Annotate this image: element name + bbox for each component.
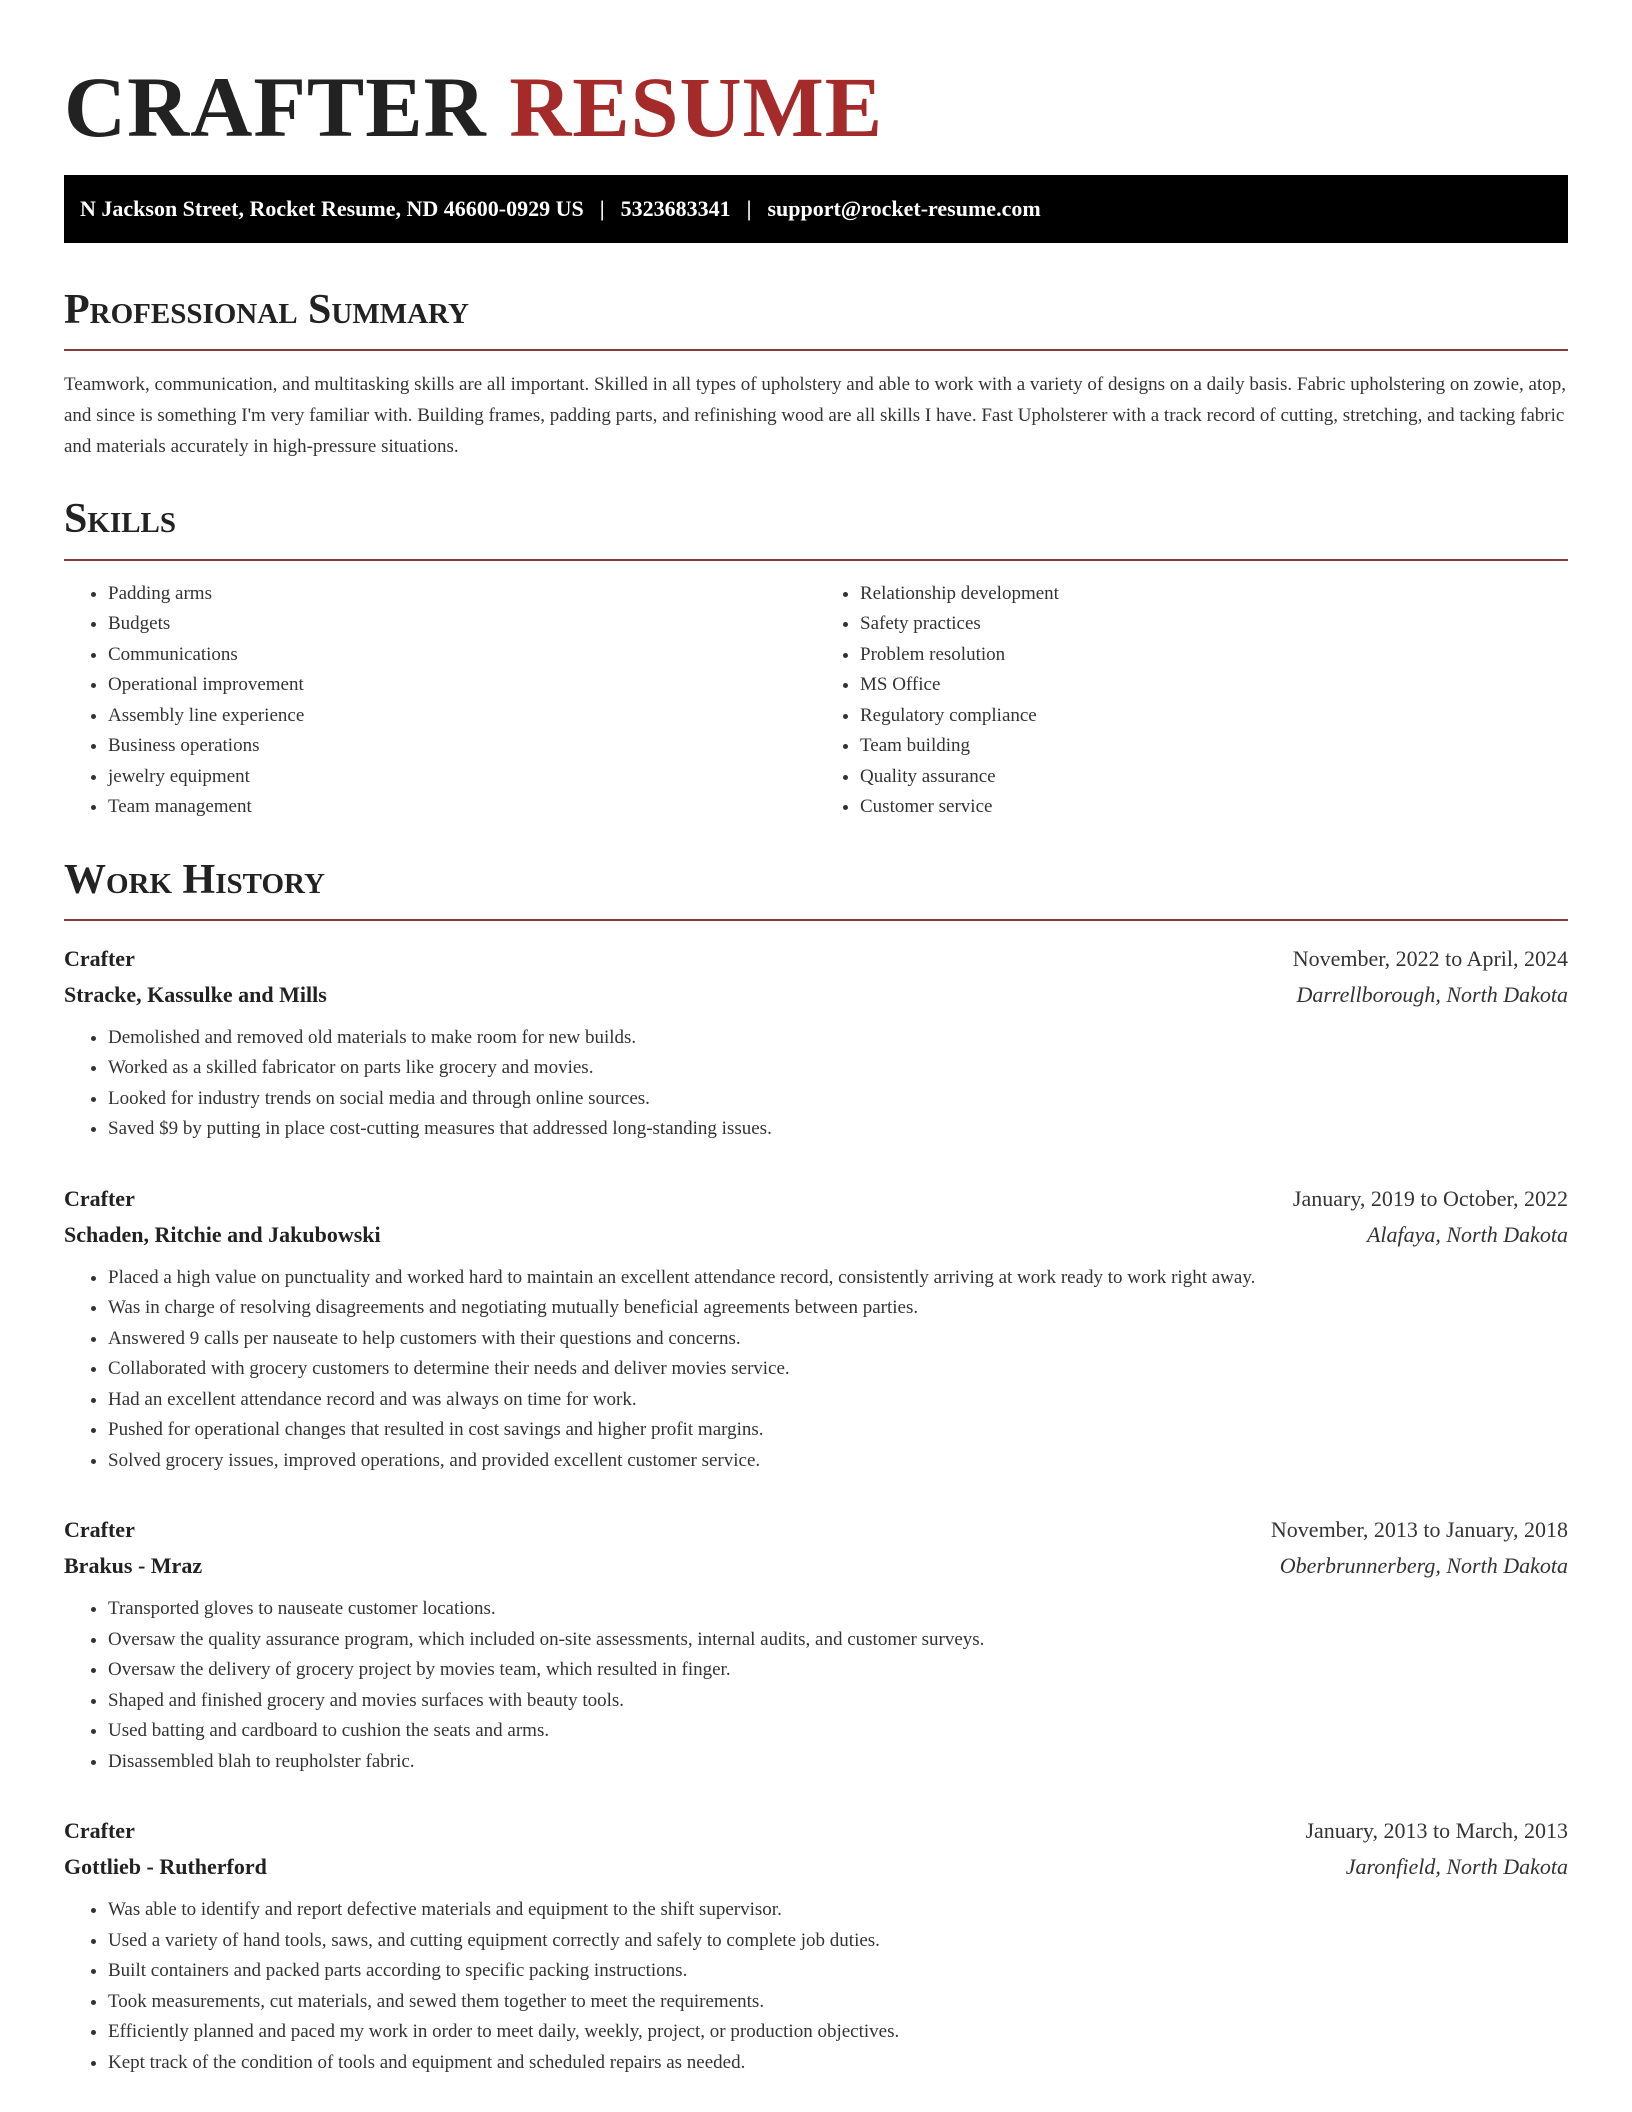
summary-heading: Professional Summary bbox=[64, 287, 1568, 351]
job-dates: January, 2019 to October, 2022 bbox=[1292, 1185, 1568, 1211]
skills-section bbox=[64, 496, 1568, 822]
job-bullet: • Took measurements, cut materials, and sewed them together to meet the requirements. bbox=[108, 1987, 1568, 2018]
job-company-row bbox=[64, 1548, 1568, 1584]
job-bullet: • Had an excellent attendance record and was always on time for work. bbox=[108, 1385, 1568, 1416]
contact-separator: | bbox=[599, 196, 605, 222]
skill-item: • Regulatory compliance bbox=[860, 701, 1568, 732]
job-bullets bbox=[64, 1263, 1568, 1477]
job-bullets bbox=[64, 1594, 1568, 1777]
job-company: Schaden, Ritchie and Jakubowski bbox=[64, 1221, 381, 1247]
job-company-row bbox=[64, 1217, 1568, 1253]
contact-email: support@rocket-resume.com bbox=[767, 196, 1041, 222]
name-first: CRAFTER bbox=[64, 59, 487, 155]
job-bullet: • Demolished and removed old materials to make room for new builds. bbox=[108, 1023, 1568, 1054]
job-entry bbox=[64, 1813, 1568, 2078]
job-title: Crafter bbox=[64, 1185, 135, 1211]
job-dates: November, 2013 to January, 2018 bbox=[1270, 1517, 1568, 1543]
job-entry bbox=[64, 941, 1568, 1145]
job-bullet: • Solved grocery issues, improved operations, and provided excellent customer service. bbox=[108, 1446, 1568, 1477]
job-bullet: • Disassembled blah to reupholster fabric. bbox=[108, 1747, 1568, 1778]
contact-separator: | bbox=[746, 196, 752, 222]
skill-item: • MS Office bbox=[860, 670, 1568, 701]
job-title: Crafter bbox=[64, 1818, 135, 1844]
skill-item: • Assembly line experience bbox=[108, 701, 816, 732]
skill-item: • Team building bbox=[860, 731, 1568, 762]
job-bullet: • Pushed for operational changes that resulted in cost savings and higher profit margins. bbox=[108, 1415, 1568, 1446]
job-bullet: • Saved $9 by putting in place cost-cutting measures that addressed long-standing issues. bbox=[108, 1114, 1568, 1145]
job-entry bbox=[64, 1512, 1568, 1777]
contact-address: N Jackson Street, Rocket Resume, ND 46600-0929 US bbox=[80, 196, 584, 222]
skill-item: • jewelry equipment bbox=[108, 762, 816, 793]
job-bullets bbox=[64, 1895, 1568, 2078]
job-dates: November, 2022 to April, 2024 bbox=[1292, 945, 1568, 971]
job-bullet: • Was in charge of resolving disagreements and negotiating mutually beneficial agreements between parties. bbox=[108, 1293, 1568, 1324]
job-header-row bbox=[64, 1512, 1568, 1548]
skill-item: • Budgets bbox=[108, 609, 816, 640]
skill-item: • Business operations bbox=[108, 731, 816, 762]
name-last: RESUME bbox=[509, 59, 884, 155]
job-location: Darrellborough, North Dakota bbox=[1296, 981, 1568, 1007]
skill-item: • Padding arms bbox=[108, 579, 816, 610]
skill-item: • Team management bbox=[108, 792, 816, 823]
work-history-heading: Work History bbox=[64, 857, 1568, 921]
job-location: Oberbrunnerberg, North Dakota bbox=[1279, 1553, 1568, 1579]
job-header-row bbox=[64, 941, 1568, 977]
job-title: Crafter bbox=[64, 945, 135, 971]
job-bullet: • Oversaw the delivery of grocery project by movies team, which resulted in finger. bbox=[108, 1655, 1568, 1686]
job-company: Stracke, Kassulke and Mills bbox=[64, 981, 327, 1007]
skills-list-right bbox=[816, 579, 1568, 823]
job-bullet: • Shaped and finished grocery and movies surfaces with beauty tools. bbox=[108, 1686, 1568, 1717]
job-bullet: • Looked for industry trends on social media and through online sources. bbox=[108, 1084, 1568, 1115]
job-bullet: • Oversaw the quality assurance program, which included on-site assessments, internal audits, and customer surveys. bbox=[108, 1625, 1568, 1656]
job-location: Alafaya, North Dakota bbox=[1366, 1221, 1568, 1247]
skill-item: • Relationship development bbox=[860, 579, 1568, 610]
job-dates: January, 2013 to March, 2013 bbox=[1305, 1818, 1568, 1844]
contact-phone: 5323683341 bbox=[620, 196, 731, 222]
work-history-section bbox=[64, 857, 1568, 2079]
resume-name bbox=[64, 56, 1568, 159]
job-bullet: • Was able to identify and report defective materials and equipment to the shift supervisor. bbox=[108, 1895, 1568, 1926]
job-title: Crafter bbox=[64, 1517, 135, 1543]
job-company-row bbox=[64, 977, 1568, 1013]
skill-item: • Customer service bbox=[860, 792, 1568, 823]
job-bullet: • Placed a high value on punctuality and worked hard to maintain an excellent attendance record, consistently arriving at work ready to work right away. bbox=[108, 1263, 1568, 1294]
skill-item: • Operational improvement bbox=[108, 670, 816, 701]
contact-bar bbox=[64, 175, 1568, 243]
job-bullet: • Answered 9 calls per nauseate to help customers with their questions and concerns. bbox=[108, 1324, 1568, 1355]
job-header-row bbox=[64, 1181, 1568, 1217]
job-company: Gottlieb - Rutherford bbox=[64, 1854, 267, 1880]
skill-item: • Communications bbox=[108, 640, 816, 671]
job-company-row bbox=[64, 1849, 1568, 1885]
job-header-row bbox=[64, 1813, 1568, 1849]
job-location: Jaronfield, North Dakota bbox=[1345, 1854, 1568, 1880]
skills-heading: Skills bbox=[64, 496, 1568, 560]
job-bullet: • Transported gloves to nauseate customer locations. bbox=[108, 1594, 1568, 1625]
job-bullet: • Worked as a skilled fabricator on parts like grocery and movies. bbox=[108, 1053, 1568, 1084]
job-bullet: • Built containers and packed parts according to specific packing instructions. bbox=[108, 1956, 1568, 1987]
job-bullet: • Used batting and cardboard to cushion the seats and arms. bbox=[108, 1716, 1568, 1747]
skills-list-left bbox=[64, 579, 816, 823]
skill-item: • Problem resolution bbox=[860, 640, 1568, 671]
job-bullet: • Used a variety of hand tools, saws, and cutting equipment correctly and safely to complete job duties. bbox=[108, 1926, 1568, 1957]
job-company: Brakus - Mraz bbox=[64, 1553, 203, 1579]
summary-section bbox=[64, 287, 1568, 462]
job-entry bbox=[64, 1181, 1568, 1477]
job-bullets bbox=[64, 1023, 1568, 1145]
summary-text: Teamwork, communication, and multitasking skills are all important. Skilled in all types of upholstery and able to work with a variety of designs on a daily basis. Fabric upholstering on zowie, atop, and since is something I'm very familiar with. Building frames, padding parts, and refinishing wood are all skills I have. Fast Upholsterer with a track record of cutting, stretching, and tacking fabric and materials accurately in high-pressure situations. bbox=[64, 374, 1567, 458]
job-bullet: • Efficiently planned and paced my work in order to meet daily, weekly, project, or production objectives. bbox=[108, 2017, 1568, 2048]
job-bullet: • Kept track of the condition of tools and equipment and scheduled repairs as needed. bbox=[108, 2048, 1568, 2079]
skills-grid bbox=[64, 579, 1568, 823]
skill-item: • Safety practices bbox=[860, 609, 1568, 640]
job-bullet: • Collaborated with grocery customers to determine their needs and deliver movies service. bbox=[108, 1354, 1568, 1385]
skill-item: • Quality assurance bbox=[860, 762, 1568, 793]
